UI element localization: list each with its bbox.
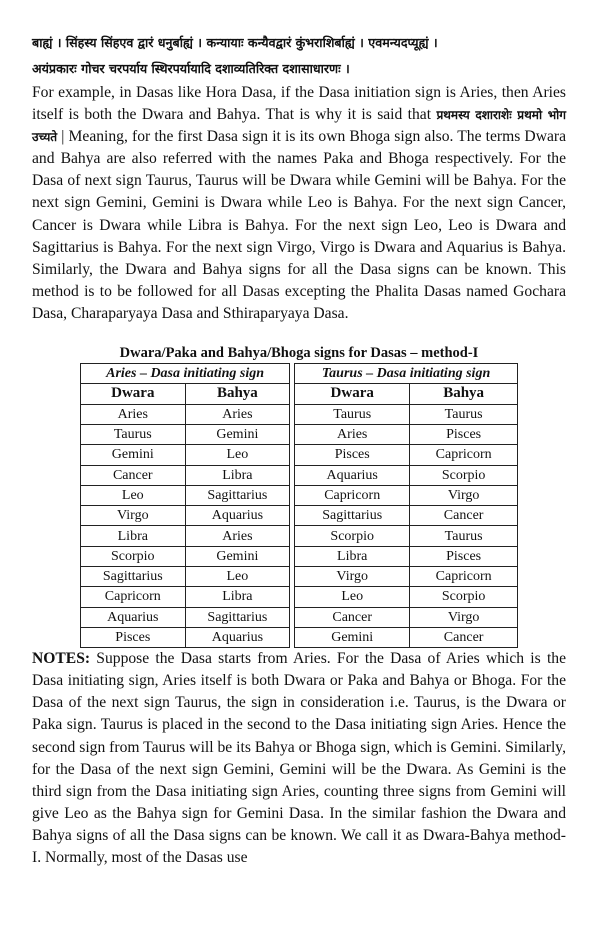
- aries-group-header: Aries – Dasa initiating sign: [81, 364, 290, 384]
- table-cell: Libra: [185, 587, 290, 607]
- table-row: [81, 607, 518, 627]
- table-cell: Pisces: [410, 424, 518, 444]
- table-row: [81, 404, 518, 424]
- table-cell: Sagittarius: [81, 567, 186, 587]
- table-cell: Gemini: [81, 445, 186, 465]
- table-row: [81, 546, 518, 566]
- table-cell: Aquarius: [185, 506, 290, 526]
- table-cell: Virgo: [410, 607, 518, 627]
- table-cell: Aquarius: [185, 627, 290, 647]
- table-row: [81, 526, 518, 546]
- notes-paragraph: [32, 648, 566, 869]
- table-cell: Cancer: [410, 627, 518, 647]
- table-cell: Taurus: [81, 424, 186, 444]
- column-header: Bahya: [410, 384, 518, 404]
- table-cell: Pisces: [81, 627, 186, 647]
- table-cell: Taurus: [295, 404, 410, 424]
- table-cell: Libra: [185, 465, 290, 485]
- table-title: Dwara/Paka and Bahya/Bhoga signs for Dasas – method-I: [119, 345, 479, 362]
- table-cell: Aries: [81, 404, 186, 424]
- column-header-row: [81, 384, 518, 404]
- table-cell: Cancer: [410, 506, 518, 526]
- table-cell: Pisces: [295, 445, 410, 465]
- table-cell: Libra: [81, 526, 186, 546]
- table-row: [81, 506, 518, 526]
- table-cell: Leo: [185, 445, 290, 465]
- table-cell: Virgo: [81, 506, 186, 526]
- table-cell: Capricorn: [410, 445, 518, 465]
- table-cell: Scorpio: [410, 587, 518, 607]
- table-cell: Leo: [295, 587, 410, 607]
- column-header: Dwara: [81, 384, 186, 404]
- table-cell: Taurus: [410, 404, 518, 424]
- table-cell: Scorpio: [81, 546, 186, 566]
- table-row: [81, 567, 518, 587]
- table-cell: Capricorn: [410, 567, 518, 587]
- table-cell: Pisces: [410, 546, 518, 566]
- table-body: [81, 404, 518, 648]
- table-row: [81, 465, 518, 485]
- table-cell: Virgo: [410, 485, 518, 505]
- table-cell: Gemini: [185, 424, 290, 444]
- table-row: [81, 627, 518, 647]
- table-cell: Sagittarius: [185, 485, 290, 505]
- table-cell: Cancer: [295, 607, 410, 627]
- table-cell: Taurus: [410, 526, 518, 546]
- sanskrit-verse-line-1: बाह्यं । सिंहस्य सिंहएव द्वारं धनुर्बाह्यं । कन्यायाः कन्यैवद्वारं कुंभराशिर्बाह्यं । एवमन्यदप्यूह्यं ।: [32, 35, 438, 50]
- group-header-row: [81, 364, 518, 384]
- table-cell: Sagittarius: [295, 506, 410, 526]
- dwara-bahya-table: [80, 363, 518, 648]
- table-cell: Gemini: [295, 627, 410, 647]
- table-cell: Aries: [185, 404, 290, 424]
- table-cell: Libra: [295, 546, 410, 566]
- table-row: [81, 485, 518, 505]
- table-cell: Scorpio: [295, 526, 410, 546]
- table-row: [81, 587, 518, 607]
- table-cell: Aries: [185, 526, 290, 546]
- table-cell: Cancer: [81, 465, 186, 485]
- table-cell: Capricorn: [81, 587, 186, 607]
- table-cell: Aries: [295, 424, 410, 444]
- table-cell: Leo: [81, 485, 186, 505]
- column-header: Bahya: [185, 384, 290, 404]
- example-paragraph-start: For example, in Dasas like Hora Dasa, if the Dasa initiation sign is Aries, then Aries itself is both the Dwara and Bahya. That is why it is said that: [32, 84, 566, 124]
- table-cell: Aquarius: [81, 607, 186, 627]
- table-cell: Sagittarius: [185, 607, 290, 627]
- table-cell: Leo: [185, 567, 290, 587]
- notes-text: Suppose the Dasa starts from Aries. For the Dasa of Aries which is the Dasa initiating sign, Aries itself is both Dwara or Paka and Bahya or Bhoga. For the Dasa of the next sign Taurus, the sign in consideration i.e. Taurus, is the Dwara or Paka sign. Taurus is placed in the second to the Dasa initiating sign Aries. Hence the second sign from Taurus will be its Bahya or Bhoga sign, which is Gemini. Similarly, for the Dasa of the next sign Gemini, Gemini will be the Dwara. As Gemini is the third sign from the Dasa initiating sign Aries, counting three signs from Gemini will give Leo as the Bahya sign for Gemini Dasa. In the similar fashion the Dwara and Bahya signs of all the Dasa signs can be known. We call it as Dwara-Bahya method-I. Normally, most of the Dasas use: [32, 650, 566, 867]
- table-cell: Gemini: [185, 546, 290, 566]
- example-paragraph: [32, 82, 566, 325]
- taurus-group-header: Taurus – Dasa initiating sign: [295, 364, 518, 384]
- table-row: [81, 445, 518, 465]
- column-header: Dwara: [295, 384, 410, 404]
- notes-label: NOTES:: [32, 650, 91, 668]
- table-cell: Capricorn: [295, 485, 410, 505]
- table-cell: Virgo: [295, 567, 410, 587]
- sanskrit-quote: प्रथमस्य दशाराशेः प्रथमो भोग उच्यते: [32, 108, 567, 145]
- table-cell: Aquarius: [295, 465, 410, 485]
- table-cell: Scorpio: [410, 465, 518, 485]
- table-row: [81, 424, 518, 444]
- example-paragraph-end: | Meaning, for the first Dasa sign it is its own Bhoga sign also. The terms Dwara and Bahya are also referred with the names Paka and Bhoga respectively. For the Dasa of next sign Taurus, Taurus will be Dwara while Gemini will be Bahya. For the next sign Gemini, Gemini is Dwara while Leo is Bahya. For the next sign Cancer, Cancer is Dwara while Libra is Bahya. For the next sign Leo, Leo is Dwara and Sagittarius is Bahya. For the next sign Virgo, Virgo is Dwara and Aquarius is Bahya. Similarly, the Dwara and Bahya signs for all the Dasa signs can be known. This method is to be followed for all Dasas excepting the Phalita Dasas named Gochara Dasa, Charaparyaya Dasa and Sthiraparyaya Dasa.: [32, 128, 566, 322]
- sanskrit-verse-line-2: अयंप्रकारः गोचर चरपर्याय स्थिरपर्यायादि दशाव्यतिरिक्त दशासाधारणः ।: [32, 61, 350, 76]
